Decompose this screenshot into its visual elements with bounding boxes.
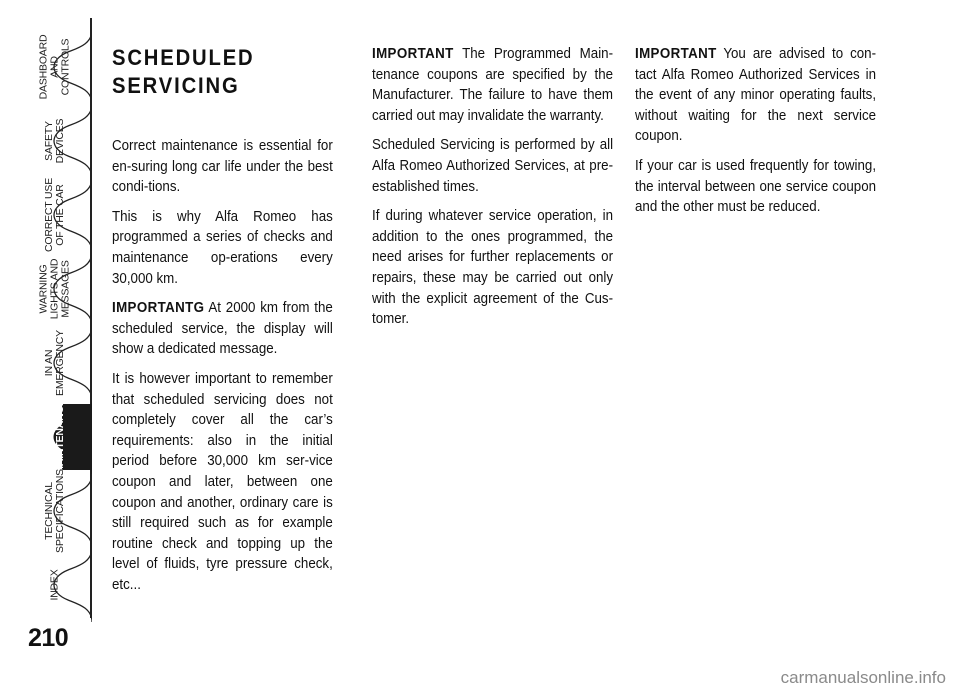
tab-technical-specifications[interactable]	[18, 469, 92, 553]
tab-label: TECHNICAL SPECIFICATIONS	[43, 469, 66, 553]
paragraph-text: The Programmed Main-tenance coupons are specified by the Manufacturer. The failure to have them carried out may invalidate the warranty.	[372, 46, 614, 124]
paragraph	[372, 206, 613, 330]
tab-label: CORRECT USE OF THE CAR	[43, 177, 66, 253]
tab-correct-use-of-the-car[interactable]	[18, 178, 92, 252]
paragraph	[112, 298, 333, 360]
watermark: carmanualsonline.info	[780, 668, 946, 687]
tab-label: CAR MAINTENANCE	[43, 399, 66, 475]
tab-label: DASHBOARD AND CONTROLS	[37, 34, 72, 100]
chapter-sidebar	[0, 0, 100, 692]
paragraph-text: It is however important to remember that scheduled servicing does not completely cover all the car’s requirements: also in the initial period before 30,000 km ser-vice coupon and later, between one coupon and another, ordinary care is still required such as for example routine check and topping up the level of fluids, tyre pressure check, etc...	[112, 370, 333, 593]
tab-label: IN AN EMERGENCY	[43, 330, 66, 396]
paragraph	[635, 156, 876, 218]
page-number: 210	[28, 624, 69, 652]
paragraph	[635, 44, 876, 147]
tab-dashboard-and-controls[interactable]	[18, 30, 92, 104]
text-column-2	[372, 44, 613, 339]
tab-label: INDEX	[48, 569, 61, 601]
tab-safety-devices[interactable]	[18, 104, 92, 178]
important-label: IMPORTANT	[372, 46, 454, 62]
tab-index[interactable]	[18, 548, 92, 622]
section-title: SCHEDULED SERVICING	[112, 45, 255, 98]
paragraph	[112, 207, 333, 289]
paragraph-text: Correct maintenance is essential for en-suring long car life under the best condi-tions.	[112, 138, 333, 196]
tab-label: WARNING LIGHTS AND MESSAGES	[37, 258, 72, 320]
paragraph-text: Scheduled Servicing is performed by all Alfa Romeo Authorized Services, at pre-established times.	[372, 137, 614, 195]
important-label: IMPORTANTG	[112, 300, 205, 317]
text-column-1	[112, 44, 333, 604]
paragraph-text: If during whatever service operation, in addition to the ones programmed, the need arises for further replacements or repairs, these may be carried out only with the explicit agreement of the Cus-tomer.	[372, 208, 614, 328]
important-label: IMPORTANT	[635, 46, 717, 62]
tab-warning-lights-and-messages[interactable]	[18, 252, 92, 326]
paragraph	[112, 369, 333, 596]
paragraph	[372, 135, 613, 197]
tab-label: SAFETY DEVICES	[43, 118, 66, 164]
tab-in-an-emergency[interactable]	[18, 326, 92, 400]
paragraph-text: If your car is used frequently for towing, the interval between one service coupon and the other must be reduced.	[635, 157, 877, 216]
paragraph	[372, 44, 613, 126]
paragraph-text: This is why Alfa Romeo has programmed a series of checks and maintenance op-erations every 30,000 km.	[112, 208, 333, 287]
text-column-3	[635, 44, 876, 227]
paragraph-text: At 2000 km from the scheduled service, the display will show a dedicated message.	[112, 300, 333, 358]
paragraph-text: You are advised to con-tact Alfa Romeo Authorized Services in the event of any minor operating faults, without waiting for the next service coupon.	[635, 46, 877, 145]
tab-car-maintenance[interactable]	[18, 400, 92, 474]
paragraph	[112, 136, 333, 198]
